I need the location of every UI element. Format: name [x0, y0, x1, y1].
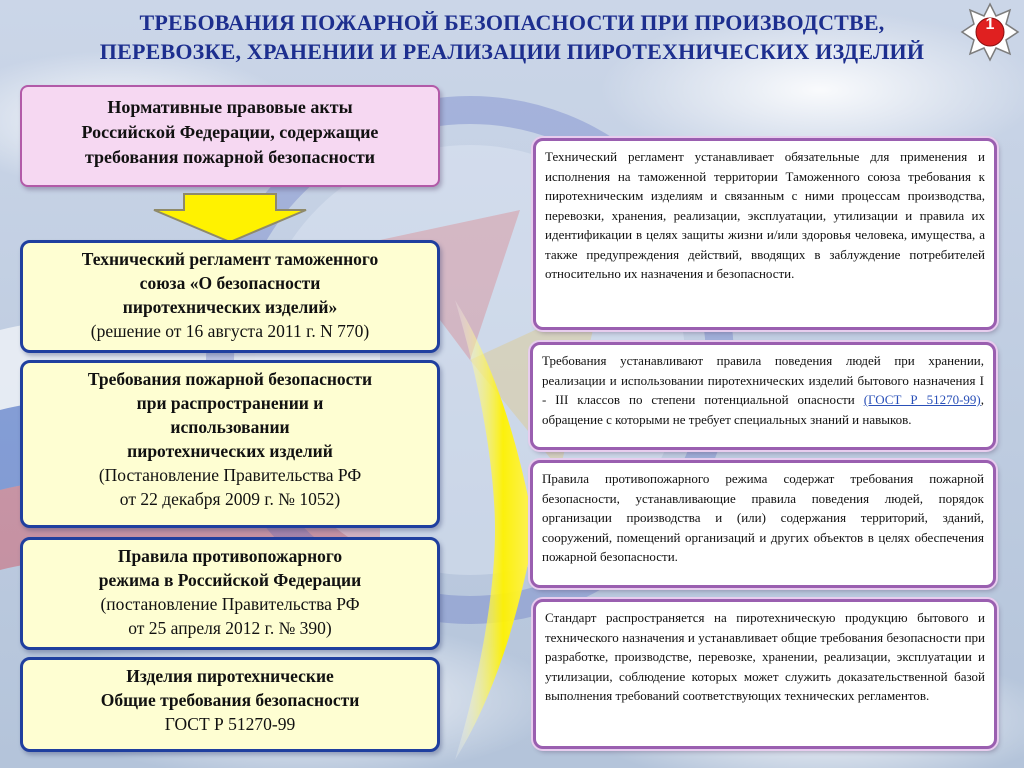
page-title-line-2: ПЕРЕВОЗКЕ, ХРАНЕНИИ И РЕАЛИЗАЦИИ ПИРОТЕХНИЧЕСКИХ ИЗДЕЛИЙ	[99, 39, 925, 64]
left-box-3-line-2: режима в Российской Федерации	[98, 570, 362, 590]
right-box-3-text: Правила противопожарного режима содержат требования пожарной безопасности, устанавливающие правила поведения людей, порядок организации производства и (или) содержания территорий, зданий, сооружений, помещений организаций и других объектов в целях обеспечения пожарной безопасности.	[542, 471, 984, 564]
left-box-2-line-3: использовании	[170, 417, 290, 437]
right-box-tech-regulation-description	[533, 138, 997, 330]
normative-acts-line-2: Российской Федерации, содержащие	[81, 122, 379, 142]
right-box-2-text-after: , обращение с которыми не требует специальных знаний и навыков.	[542, 392, 984, 427]
yellow-flare-arrow-icon	[445, 300, 540, 760]
left-box-4-line-2: Общие требования безопасности	[100, 690, 360, 710]
left-box-fire-safety-requirements	[20, 360, 440, 528]
normative-acts-line-1: Нормативные правовые акты	[107, 97, 353, 117]
left-box-2-line-4: пиротехнических изделий	[127, 441, 333, 461]
left-box-3-line-1: Правила противопожарного	[117, 546, 343, 566]
left-box-2-line-2: при распространении и	[136, 393, 324, 413]
left-box-gost-standard	[20, 657, 440, 752]
right-box-1-text: Технический регламент устанавливает обязательные для применения и исполнения на таможенной территории Таможенного союза требования к пиротехническим изделиям и связанным с ними процессам производства, перевозки, хранения, реализации, эксплуатации, утилизации и правила их идентификации в целях защиты жизни и/или здоровья человека, имущества, а также предупреждения действий, вводящих в заблуждение потребителей относительно их назначения и безопасности.	[545, 149, 985, 281]
left-box-1-line-1: Технический регламент таможенного	[81, 249, 379, 269]
normative-acts-line-3: требования пожарной безопасности	[84, 147, 376, 167]
left-box-2-line-1: Требования пожарной безопасности	[87, 369, 373, 389]
left-box-1-line-2: союза «О безопасности	[139, 273, 321, 293]
gost-link[interactable]: (ГОСТ Р 51270-99)	[863, 392, 981, 407]
right-box-standard-description	[533, 599, 997, 749]
page-title	[0, 8, 1024, 66]
page-number-badge	[960, 2, 1020, 62]
left-box-4-line-3: ГОСТ Р 51270-99	[164, 714, 296, 734]
down-arrow-icon	[152, 192, 308, 244]
left-box-3-line-4: от 25 апреля 2012 г. № 390)	[128, 618, 332, 638]
left-box-1-line-3: пиротехнических изделий»	[122, 297, 338, 317]
page-number: 1	[985, 16, 995, 33]
normative-acts-box	[20, 85, 440, 187]
left-box-2-line-6: от 22 декабря 2009 г. № 1052)	[119, 489, 341, 509]
left-box-1-line-4: (решение от 16 августа 2011 г. N 770)	[90, 321, 370, 341]
left-box-4-line-1: Изделия пиротехнические	[126, 666, 334, 686]
right-box-fire-regime-description	[530, 460, 996, 588]
left-box-tech-regulation	[20, 240, 440, 353]
left-box-fire-regime-rules	[20, 537, 440, 650]
left-box-2-line-5: (Постановление Правительства РФ	[98, 465, 362, 485]
left-box-3-line-3: (постановление Правительства РФ	[100, 594, 360, 614]
right-box-2-text-before: Требования устанавливают правила поведения людей при хранении, реализации и использовании пиротехнических изделий бытового назначения I - III классов по степени потенциальной опасности	[542, 353, 984, 407]
right-box-4-text: Стандарт распространяется на пиротехническую продукцию бытового и технического назначения и устанавливает общие требования безопасности при разработке, производстве, перевозке, хранении, реализации, эксплуатации и утилизации, соблюдение которых может служить доказательственной базой выполнения требований соответствующих технических регламентов.	[545, 610, 985, 703]
right-box-requirements-description	[530, 342, 996, 450]
page-title-line-1: ТРЕБОВАНИЯ ПОЖАРНОЙ БЕЗОПАСНОСТИ ПРИ ПРОИЗВОДСТВЕ,	[139, 10, 885, 35]
